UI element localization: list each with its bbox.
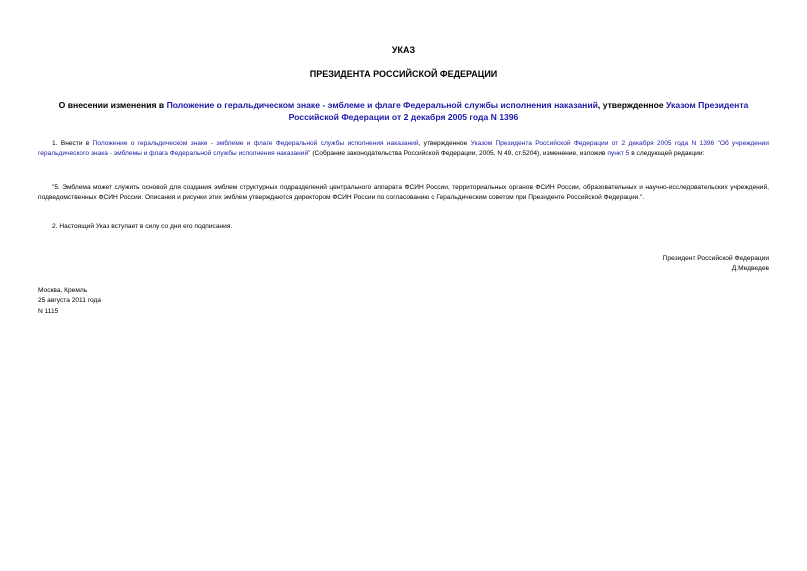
heading-text-mid: , утвержденное — [597, 100, 667, 110]
p1-link-decree[interactable]: Указом Президента Российской Федерации от 2 декабря 2005 года N 1396 "Об учреждении геральдического знака - эмблемы и флага Федеральной службы исполнения наказаний" — [38, 140, 769, 158]
signature-name: Д.Медведев — [731, 265, 769, 272]
place-city: Москва, Кремль — [38, 287, 88, 294]
signature-position: Президент Российской Федерации — [662, 255, 769, 262]
p1-text-mid1: , утвержденное — [418, 140, 471, 147]
paragraph-1 — [38, 139, 769, 159]
p1-link-regulation[interactable]: Положение о геральдическом знаке - эмблеме и флаге Федеральной службы исполнения наказаний — [92, 140, 419, 147]
place-date: 25 августа 2011 года — [38, 297, 102, 304]
document-subtitle: ПРЕЗИДЕНТА РОССИЙСКОЙ ФЕДЕРАЦИИ — [309, 69, 498, 79]
paragraph-2: "5. Эмблема может служить основой для создания эмблем структурных подразделений центрального аппарата ФСИН России, территориальных органов ФСИН России, образовательных и научно-исследовательских учреждений, подведомственных ФСИН России. Описания и рисунки этих эмблем утверждаются директором ФСИН России по согласованию с Геральдическим советом при Президенте Российской Федерации.". — [38, 184, 769, 202]
heading-text-pre: О внесении изменения в — [58, 100, 167, 110]
paragraph-3: 2. Настоящий Указ вступает в силу со дня его подписания. — [52, 223, 233, 230]
p1-text-pre: 1. Внести в — [52, 140, 93, 147]
p1-text-post: в следующей редакции: — [629, 150, 705, 158]
document-title: УКАЗ — [391, 45, 416, 55]
p1-link-point5[interactable]: пункт 5 — [607, 150, 630, 158]
p1-text-mid2: (Собрание законодательства Российской Федерации, 2005, N 49, ст.5204), изменение, изложив — [310, 150, 608, 158]
document-heading — [38, 99, 769, 123]
heading-link-regulation[interactable]: Положение о геральдическом знаке - эмблеме и флаге Федеральной службы исполнения наказаний — [166, 100, 598, 110]
place-number: N 1115 — [38, 308, 59, 315]
heading-link-decree[interactable]: Указом Президента Российской Федерации от 2 декабря 2005 года N 1396 — [288, 100, 749, 122]
